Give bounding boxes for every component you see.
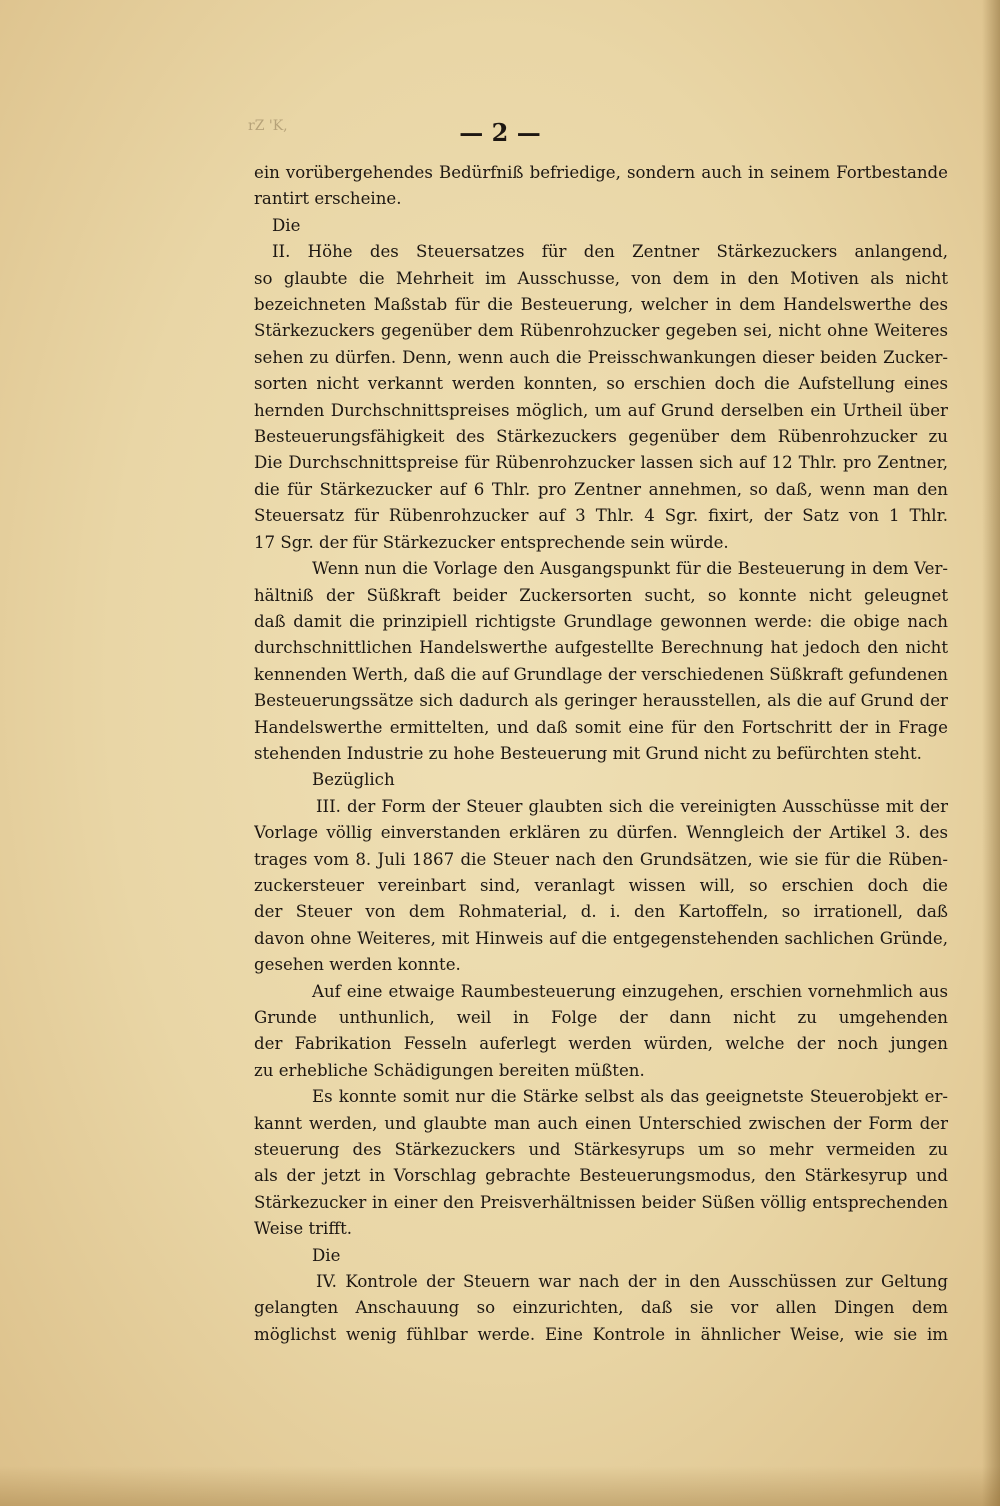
text-line: IV. Kontrole der Steuern war nach der in den Ausschüssen zur Geltung [316, 1272, 948, 1292]
text-line: Besteuerungsfähigkeit des Stärkezuckers gegenüber dem Rübenrohzucker zu [254, 427, 948, 447]
text-line: stehenden Industrie zu hohe Besteuerung mit Grund nicht zu befürchten steht. [254, 743, 922, 763]
page-edge-shadow [982, 0, 1000, 1506]
text-line: steuerung des Stärkezuckers und Stärkesyrups um so mehr vermeiden zu [254, 1140, 948, 1160]
text-line: III. der Form der Steuer glaubten sich die vereinigten Ausschüsse mit der [316, 796, 948, 816]
text-line: Weise trifft. [254, 1219, 353, 1239]
text-line: durchschnittlichen Handelswerthe aufgestellte Berechnung hat jedoch den nicht [254, 638, 948, 658]
text-line: II. Höhe des Steuersatzes für den Zentner Stärkezuckers anlangend, [272, 242, 948, 262]
text-line: der Steuer von dem Rohmaterial, d. i. den Kartoffeln, so irrationell, daß [254, 902, 948, 922]
text-line: trages vom 8. Juli 1867 die Steuer nach den Grundsätzen, wie sie für die Rüben- [254, 849, 948, 869]
text-line: Wenn nun die Vorlage den Ausgangspunkt für die Besteuerung in dem Ver- [312, 559, 948, 579]
text-line: Steuersatz für Rübenrohzucker auf 3 Thlr. 4 Sgr. fixirt, der Satz von 1 Thlr. [254, 506, 948, 526]
text-line: Besteuerungssätze sich dadurch als geringer herausstellen, als die auf Grund der [254, 691, 948, 711]
text-line: bezeichneten Maßstab für die Besteuerung, welcher in dem Handelswerthe des [254, 295, 948, 315]
text-line: Stärkezuckers gegenüber dem Rübenrohzucker gegeben sei, nicht ohne Weiteres [254, 321, 948, 341]
text-line: davon ohne Weiteres, mit Hinweis auf die entgegenstehenden sachlichen Gründe, [254, 928, 948, 948]
text-line: Es konnte somit nur die Stärke selbst als das geeignetste Steuerobjekt er- [312, 1087, 948, 1107]
text-line: Grunde unthunlich, weil in Folge der dann nicht zu umgehenden [254, 1008, 948, 1027]
text-line: zuckersteuer vereinbart sind, veranlagt wissen will, so erschien doch die [254, 875, 948, 895]
text-line: ein vorübergehendes Bedürfniß befriedige, sondern auch in seinem Fortbestande [254, 163, 948, 182]
text-line: sehen zu dürfen. Denn, wenn auch die Preisschwankungen dieser beiden Zucker- [254, 347, 948, 367]
text-line: Auf eine etwaige Raumbesteuerung einzugehen, erschien vornehmlich aus [312, 981, 948, 1001]
page-bottom-shadow [0, 1466, 1000, 1506]
text-line: Bezüglich [312, 770, 395, 790]
text-line: gesehen werden konnte. [254, 955, 461, 975]
text-line: daß damit die prinzipiell richtigste Grundlage gewonnen werde: die obige nach [254, 611, 948, 631]
text-line: möglichst wenig fühlbar werde. Eine Kontrole in ähnlicher Weise, wie sie im [254, 1324, 948, 1344]
text-line: Vorlage völlig einverstanden erklären zu dürfen. Wenngleich der Artikel 3. des [254, 823, 948, 843]
text-line: Die [312, 1245, 341, 1265]
text-line: Die Durchschnittspreise für Rübenrohzucker lassen sich auf 12 Thlr. pro Zentner, [254, 453, 948, 473]
text-line: kannt werden, und glaubte man auch einen Unterschied zwischen der Form der [254, 1113, 948, 1133]
text-line: der Fabrikation Fesseln auferlegt werden würden, welche der noch jungen [254, 1034, 948, 1054]
text-line: so glaubte die Mehrheit im Ausschusse, von dem in den Motiven als nicht [254, 268, 948, 288]
text-line: zu erhebliche Schädigungen bereiten müßten. [254, 1060, 645, 1080]
text-line: kennenden Werth, daß die auf Grundlage der verschiedenen Süßkraft gefundenen [254, 664, 948, 684]
text-line: hernden Durchschnittspreises möglich, um auf Grund derselben ein Urtheil über [254, 400, 948, 420]
text-line: Die [272, 215, 301, 235]
text-line: rantirt erscheine. [254, 189, 402, 209]
text-line: Stärkezucker in einer den Preisverhältnissen beider Süßen völlig entsprechenden [254, 1192, 948, 1212]
text-line: die für Stärkezucker auf 6 Thlr. pro Zentner annehmen, so daß, wenn man den [254, 479, 948, 499]
text-line: gelangten Anschauung so einzurichten, daß sie vor allen Dingen dem [254, 1298, 948, 1318]
text-line: 17 Sgr. der für Stärkezucker entsprechende sein würde. [254, 532, 729, 552]
body-text [254, 160, 948, 1348]
text-line: hältniß der Süßkraft beider Zuckersorten sucht, so konnte nicht geleugnet [254, 585, 948, 605]
margin-mark: rZ 'K, [248, 118, 288, 134]
page-number: — 2 — [459, 118, 541, 147]
text-line: Handelswerthe ermittelten, und daß somit eine für den Fortschritt der in Frage [254, 717, 948, 737]
text-line: sorten nicht verkannt werden konnten, so erschien doch die Aufstellung eines [254, 374, 948, 394]
text-line: als der jetzt in Vorschlag gebrachte Besteuerungsmodus, den Stärkesyrup und [254, 1166, 948, 1186]
